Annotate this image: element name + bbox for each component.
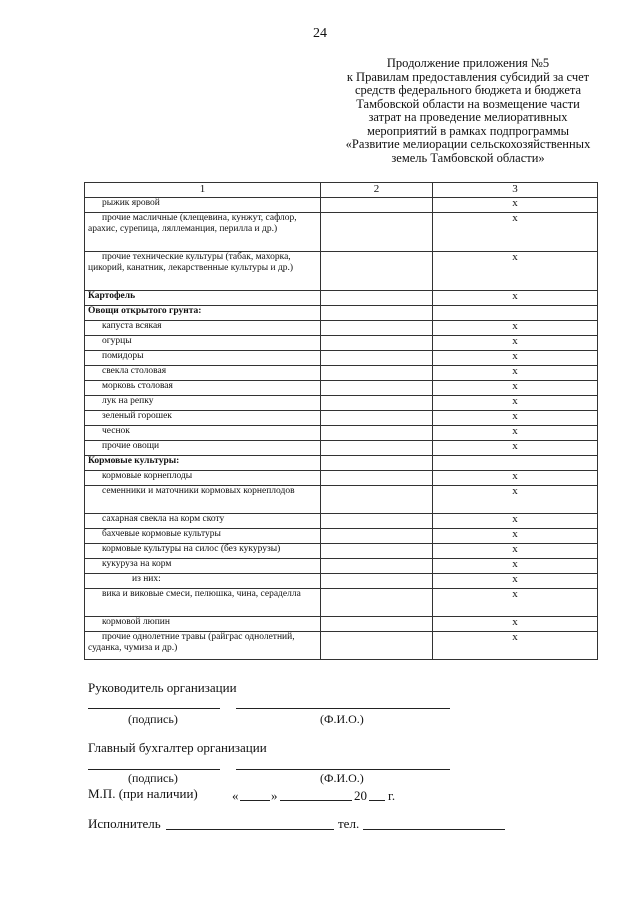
row-value [321, 351, 433, 366]
row-label: прочие однолетние травы (райграс однолетний, суданка, чумиза и др.) [85, 632, 321, 660]
date-month-line[interactable] [280, 800, 352, 801]
accountant-label: Главный бухгалтер организации [88, 740, 267, 755]
row-mark: х [433, 198, 598, 213]
row-label: помидоры [85, 351, 321, 366]
table-row [85, 306, 598, 321]
row-value [321, 589, 433, 617]
row-mark [433, 456, 598, 471]
row-value [321, 486, 433, 514]
date-year-suffix: г. [388, 788, 396, 803]
row-mark: х [433, 529, 598, 544]
row-label: семенники и маточники кормовых корнеплодов [85, 486, 321, 514]
table-row [85, 213, 598, 252]
table-header-row [85, 183, 598, 198]
table-row [85, 456, 598, 471]
stamp-label: М.П. (при наличии) [88, 786, 198, 801]
table-row [85, 574, 598, 589]
appendix-line: «Развитие мелиорации сельскохозяйственных [345, 137, 591, 151]
appendix-line: к Правилам предоставления субсидий за счет [346, 69, 590, 84]
row-mark: х [433, 559, 598, 574]
table-row [85, 441, 598, 456]
table-row [85, 559, 598, 574]
row-label: Картофель [85, 291, 321, 306]
row-value [321, 321, 433, 336]
row-label: кукуруза на корм [85, 559, 321, 574]
row-label: прочие овощи [85, 441, 321, 456]
row-mark: х [433, 589, 598, 617]
row-label: огурцы [85, 336, 321, 351]
row-mark: х [433, 486, 598, 514]
table-row [85, 381, 598, 396]
table-row [85, 544, 598, 559]
row-value [321, 366, 433, 381]
head-name-caption: (Ф.И.О.) [320, 712, 364, 726]
appendix-header [318, 57, 618, 165]
table-row [85, 198, 598, 213]
date-day-line[interactable] [240, 800, 270, 801]
head-label: Руководитель организации [88, 680, 237, 695]
table-row [85, 486, 598, 514]
row-value [321, 529, 433, 544]
row-label: лук на репку [85, 396, 321, 411]
row-mark: х [433, 381, 598, 396]
head-signature-line[interactable] [88, 708, 220, 709]
appendix-line: земель Тамбовской области» [391, 150, 545, 165]
appendix-line: Тамбовской области на возмещение части [356, 96, 580, 111]
table-header-cell: 2 [321, 183, 433, 198]
table-row [85, 336, 598, 351]
date-year-line[interactable] [369, 800, 385, 801]
table-row [85, 514, 598, 529]
row-label: кормовой люпин [85, 617, 321, 632]
row-mark: х [433, 617, 598, 632]
row-mark: х [433, 252, 598, 291]
row-value [321, 514, 433, 529]
row-mark: х [433, 471, 598, 486]
table-header-cell: 3 [433, 183, 598, 198]
row-value [321, 456, 433, 471]
row-value [321, 411, 433, 426]
row-label: Овощи открытого грунта: [85, 306, 321, 321]
row-label: кормовые культуры на силос (без кукурузы) [85, 544, 321, 559]
table-row [85, 396, 598, 411]
row-mark [433, 306, 598, 321]
row-value [321, 213, 433, 252]
executor-label: Исполнитель [88, 816, 161, 831]
row-label: сахарная свекла на корм скоту [85, 514, 321, 529]
row-value [321, 617, 433, 632]
row-mark: х [433, 396, 598, 411]
appendix-line: мероприятий в рамках подпрограммы [366, 123, 570, 138]
accountant-name-caption: (Ф.И.О.) [320, 771, 364, 785]
date-close-quote: » [271, 788, 278, 803]
table-row [85, 291, 598, 306]
row-label: морковь столовая [85, 381, 321, 396]
table-row [85, 351, 598, 366]
accountant-signature-line[interactable] [88, 769, 220, 770]
row-mark: х [433, 441, 598, 456]
row-value [321, 574, 433, 589]
head-signature-caption: (подпись) [128, 712, 178, 726]
row-value [321, 306, 433, 321]
row-value [321, 426, 433, 441]
row-value [321, 471, 433, 486]
row-mark: х [433, 336, 598, 351]
phone-line[interactable] [363, 829, 505, 830]
date-open-quote: « [232, 788, 239, 803]
row-value [321, 291, 433, 306]
row-value [321, 559, 433, 574]
table-row [85, 426, 598, 441]
row-mark: х [433, 213, 598, 252]
row-mark: х [433, 351, 598, 366]
table-row [85, 617, 598, 632]
row-value [321, 544, 433, 559]
row-label: свекла столовая [85, 366, 321, 381]
row-value [321, 381, 433, 396]
row-label: зеленый горошек [85, 411, 321, 426]
row-mark: х [433, 321, 598, 336]
appendix-line: средств федерального бюджета и бюджета [354, 83, 582, 97]
row-mark: х [433, 411, 598, 426]
accountant-signature-caption: (подпись) [128, 771, 178, 785]
row-label: из них: [85, 574, 321, 589]
row-mark: х [433, 574, 598, 589]
table-row [85, 471, 598, 486]
row-value [321, 336, 433, 351]
row-mark: х [433, 544, 598, 559]
row-label: прочие масличные (клещевина, кунжут, сафлор, арахис, сурепица, ляллеманция, перилла и др.) [85, 213, 321, 252]
row-value [321, 632, 433, 660]
row-mark: х [433, 426, 598, 441]
table-header-cell: 1 [85, 183, 321, 198]
table-row [85, 252, 598, 291]
executor-line[interactable] [166, 829, 334, 830]
appendix-line: Продолжение приложения №5 [386, 56, 550, 70]
row-label: бахчевые кормовые культуры [85, 529, 321, 544]
row-label: вика и виковые смеси, пелюшка, чина, сераделла [85, 589, 321, 617]
row-value [321, 441, 433, 456]
row-mark: х [433, 514, 598, 529]
row-value [321, 198, 433, 213]
row-mark: х [433, 366, 598, 381]
phone-label: тел. [338, 816, 360, 831]
row-mark: х [433, 632, 598, 660]
page-number: 24 [313, 26, 327, 41]
head-name-line[interactable] [236, 708, 450, 709]
row-label: рыжик яровой [85, 198, 321, 213]
table-row [85, 589, 598, 617]
accountant-name-line[interactable] [236, 769, 450, 770]
table-row [85, 366, 598, 381]
row-value [321, 396, 433, 411]
row-mark: х [433, 291, 598, 306]
row-value [321, 252, 433, 291]
row-label: прочие технические культуры (табак, махорка, цикорий, канатник, лекарственные культуры и др.) [85, 252, 321, 291]
row-label: капуста всякая [85, 321, 321, 336]
table-row [85, 321, 598, 336]
appendix-line: затрат на проведение мелиоративных [368, 110, 568, 124]
row-label: кормовые корнеплоды [85, 471, 321, 486]
table-row [85, 411, 598, 426]
row-label: чеснок [85, 426, 321, 441]
crops-table [84, 182, 598, 660]
row-label: Кормовые культуры: [85, 456, 321, 471]
date-year-prefix: 20 [354, 788, 367, 803]
table-row [85, 632, 598, 660]
table-row [85, 529, 598, 544]
